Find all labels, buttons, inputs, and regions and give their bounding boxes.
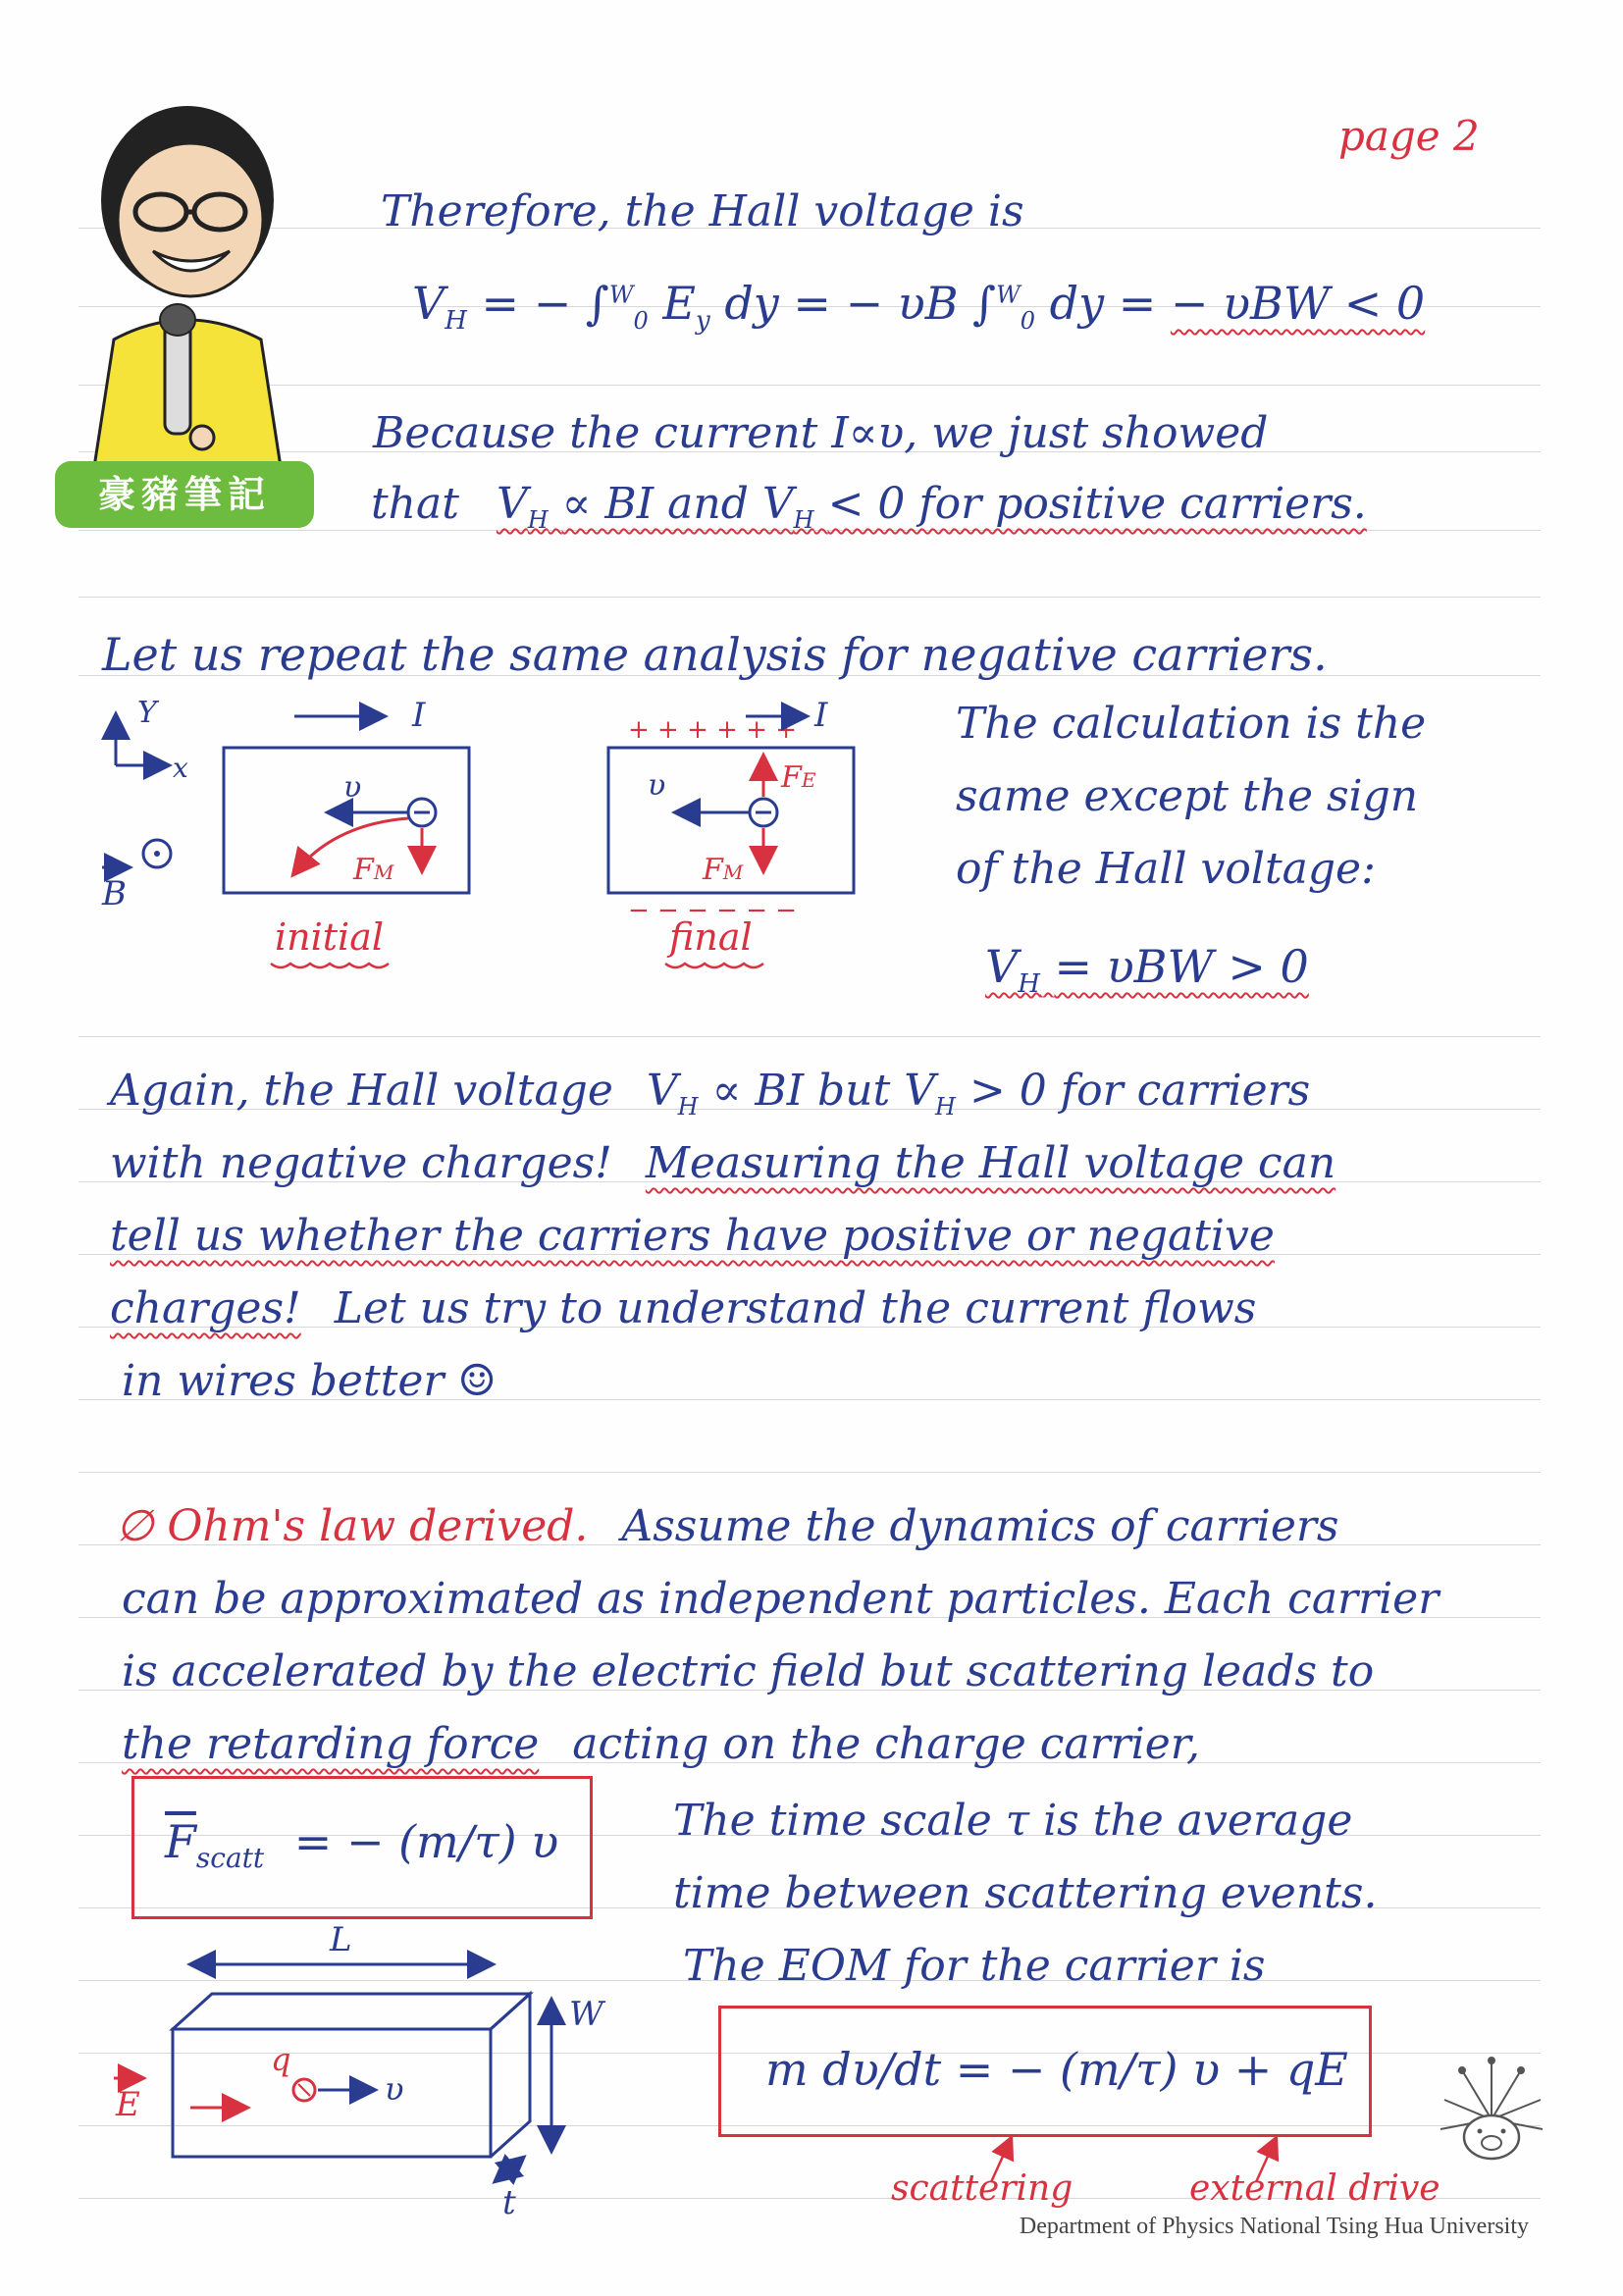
notes-badge: 豪豬筆記 xyxy=(55,461,314,528)
fscatt-sub: scatt xyxy=(195,1842,265,1875)
porcupine-doodle xyxy=(1433,2051,1550,2178)
vh-positive-result xyxy=(985,940,1309,999)
axes-icon xyxy=(116,696,188,784)
again-1c-sub: H xyxy=(935,1092,956,1121)
again-2b: Measuring the Hall voltage can xyxy=(645,1138,1336,1188)
again-line-5: in wires better ☺ xyxy=(122,1356,497,1406)
ohm-line-4 xyxy=(122,1719,1200,1769)
b-field-icon xyxy=(101,840,171,913)
eq-part2-sub: y xyxy=(696,306,710,337)
fe-label: FE xyxy=(781,760,816,795)
external-drive-label: external drive xyxy=(1189,2168,1440,2209)
calc-line-1: The calculation is the xyxy=(956,699,1427,749)
fscatt-equation xyxy=(165,1815,558,1874)
again-4a: charges! xyxy=(110,1283,301,1333)
block-v: υ xyxy=(385,2070,404,2108)
negative-heading: Let us repeat the same analysis for negative carriers. xyxy=(102,628,1328,681)
hall-diagrams xyxy=(98,687,903,1001)
ohm-4b: acting on the charge carrier, xyxy=(572,1719,1200,1769)
again-line-3: tell us whether the carriers have positive or negative xyxy=(110,1211,1275,1261)
block-t: t xyxy=(502,2183,516,2218)
final-label: final xyxy=(669,915,753,959)
page-label: page 2 xyxy=(1338,112,1480,160)
that-rel-sub: H xyxy=(527,505,549,534)
vh-result-sub: H xyxy=(1018,969,1040,1000)
b-label: B xyxy=(102,874,127,913)
vh-result-rest: = υBW > 0 xyxy=(1054,940,1309,993)
that-line xyxy=(371,479,1367,534)
velocity-label-initial: υ xyxy=(343,770,362,805)
again-1b: V xyxy=(646,1066,678,1116)
eq-result: − υBW < 0 xyxy=(1170,277,1426,330)
current-label-final: I xyxy=(814,696,828,735)
that-rel3: < 0 for positive carriers. xyxy=(827,479,1367,529)
again-1b-sub: H xyxy=(677,1092,699,1121)
fscatt-lhs: $\overline{F}$ xyxy=(165,1815,196,1868)
eq-lhs: V xyxy=(412,277,445,330)
ohm-line-1-rest: Assume the dynamics of carriers xyxy=(621,1501,1339,1551)
again-1a: Again, the Hall voltage xyxy=(110,1066,613,1116)
eom-equation: m dυ/dt = − (m/τ) υ + qE xyxy=(765,2043,1348,2096)
again-4b: Let us try to understand the current flows xyxy=(334,1283,1257,1333)
eom-line: The EOM for the carrier is xyxy=(683,1941,1266,1991)
fscatt-rhs: = − (m/τ) υ xyxy=(293,1815,559,1868)
velocity-label-final: υ xyxy=(648,768,666,803)
that-word: that xyxy=(371,479,459,529)
that-rel2: ∝ BI and V xyxy=(561,479,794,529)
conductor-block-diagram xyxy=(98,1923,608,2218)
ohm-line-1 xyxy=(116,1501,1339,1551)
that-rel2-sub: H xyxy=(793,505,814,534)
initial-label: initial xyxy=(275,915,385,959)
block-q: q xyxy=(271,2041,291,2078)
tau-line-1: The time scale τ is the average xyxy=(673,1796,1353,1846)
again-1d: > 0 for carriers xyxy=(969,1066,1311,1116)
scattering-label: scattering xyxy=(891,2168,1073,2209)
vh-result-v: V xyxy=(985,940,1019,993)
ohm-heading: ∅ Ohm's law derived. xyxy=(116,1501,589,1551)
eq-part1: = − ∫ xyxy=(481,277,609,330)
calc-line-2: same except the sign xyxy=(956,771,1419,821)
eq-part2: E xyxy=(662,277,697,330)
calc-line-3: of the Hall voltage: xyxy=(956,844,1376,894)
that-rel-v: V xyxy=(496,479,528,529)
eq-part3-sub: 0 xyxy=(1020,307,1036,336)
block-L: L xyxy=(330,1923,352,1959)
diagram-initial xyxy=(224,696,469,967)
because-line: Because the current I∝υ, we just showed xyxy=(373,408,1269,458)
axis-y-label: Y xyxy=(137,696,157,730)
tau-line-2: time between scattering events. xyxy=(673,1868,1378,1918)
again-line-1 xyxy=(110,1066,1310,1121)
eq-part1-sup: W xyxy=(608,281,634,309)
that-relation xyxy=(473,479,1367,534)
hall-equation xyxy=(412,277,1425,336)
mascot-illustration xyxy=(55,94,320,467)
minus-row: − − − − − − xyxy=(628,896,798,925)
axis-x-label: x xyxy=(173,752,188,784)
eq-part4: dy = xyxy=(1049,277,1157,330)
hall-intro-line: Therefore, the Hall voltage is xyxy=(381,186,1024,236)
block-W: W xyxy=(569,1995,603,2034)
again-line-2 xyxy=(110,1138,1335,1188)
again-2a: with negative charges! xyxy=(110,1138,612,1188)
fm-label-final: FM xyxy=(703,853,744,887)
eq-part3-sup: W xyxy=(996,281,1021,309)
again-line-4 xyxy=(110,1283,1256,1333)
again-1c: ∝ BI but V xyxy=(711,1066,936,1116)
eq-part3: dy = − υB ∫ xyxy=(724,277,997,330)
eq-lhs-sub: H xyxy=(445,306,467,337)
block-E: E xyxy=(116,2085,140,2124)
ohm-line-3: is accelerated by the electric field but scattering leads to xyxy=(122,1646,1375,1696)
ohm-4a: the retarding force xyxy=(122,1719,540,1769)
fm-label-initial: FM xyxy=(353,853,394,887)
footer-department: Department of Physics National Tsing Hua University xyxy=(1019,2214,1529,2239)
eq-part1-sub: 0 xyxy=(633,307,649,336)
ohm-line-2: can be approximated as independent particles. Each carrier xyxy=(122,1574,1440,1624)
diagram-final xyxy=(608,696,854,967)
plus-row: + + + + + + xyxy=(628,715,798,745)
current-label-initial: I xyxy=(412,696,426,735)
